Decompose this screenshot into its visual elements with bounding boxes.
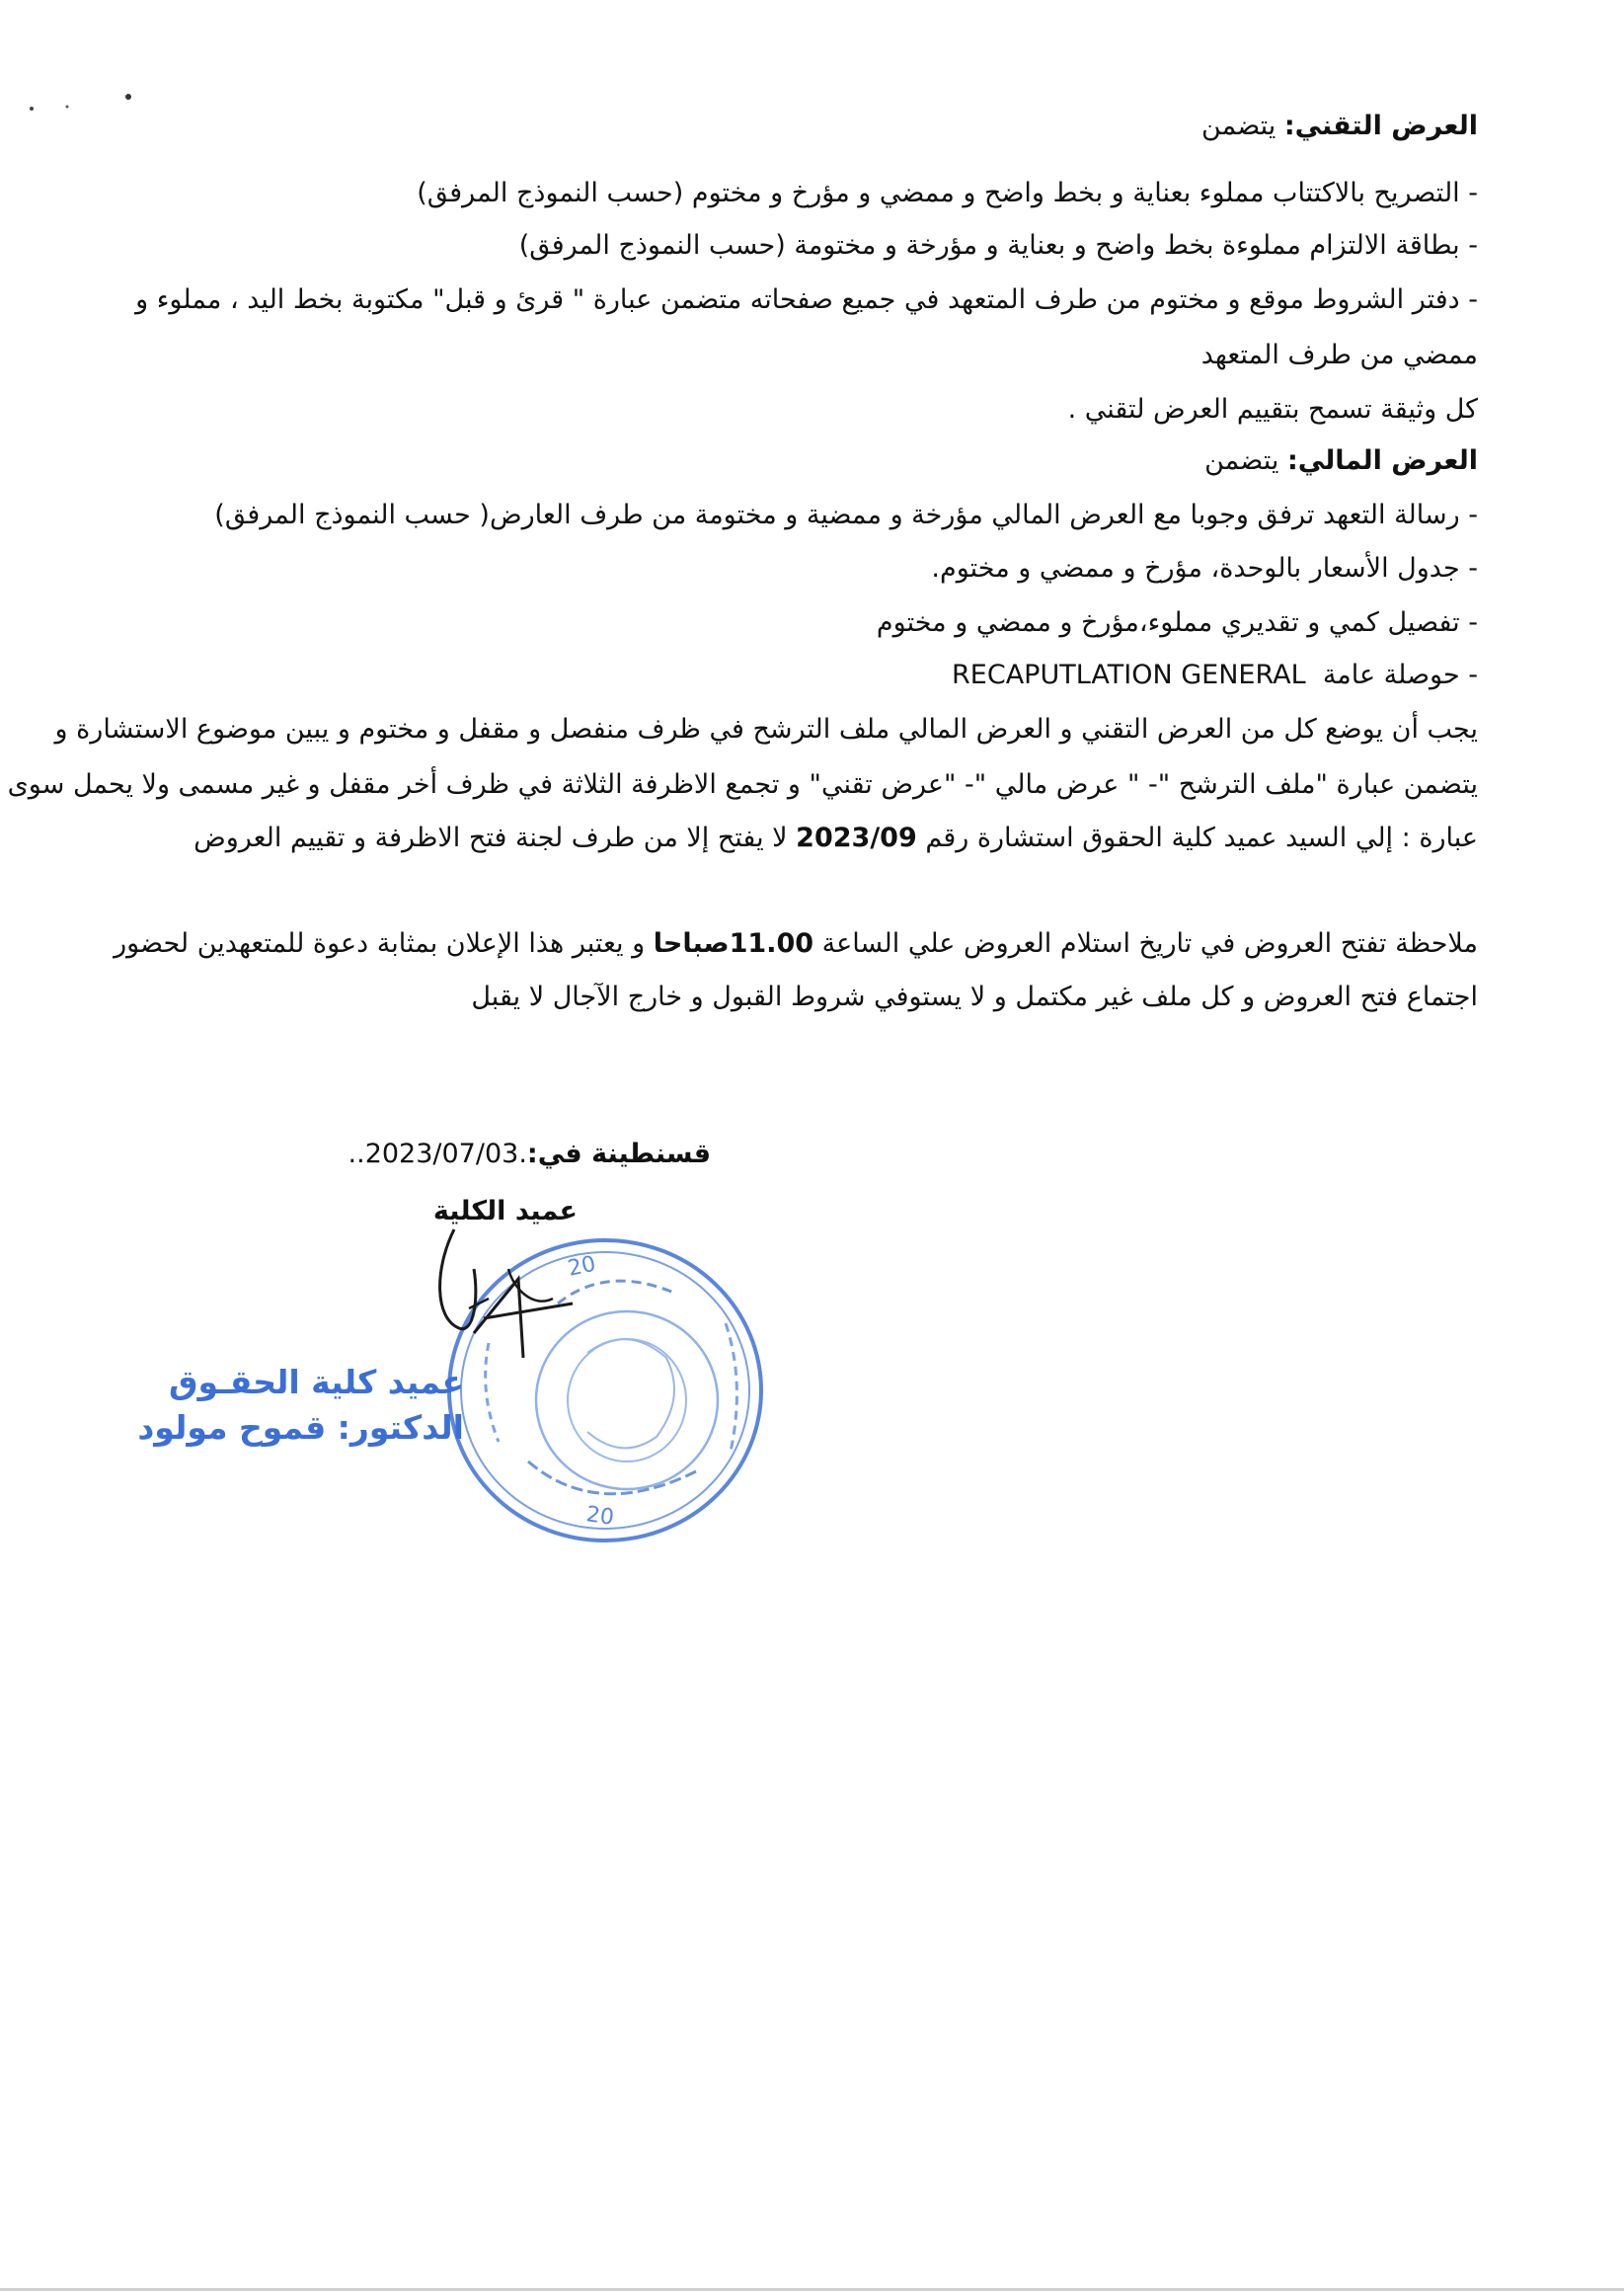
note-line-1 bbox=[76, 924, 1478, 964]
note-invitation: و يعتبر هذا الإعلان بمثابة دعوة للمتعهدين لحضور bbox=[114, 928, 654, 959]
fin-item-price-table: - جدول الأسعار بالوحدة، مؤرخ و ممضي و مختوم. bbox=[931, 553, 1478, 584]
consultation-number: 2023/09 bbox=[796, 823, 917, 853]
envelope-line-1: يجب أن يوضع كل من العرض التقني و العرض المالي ملف الترشح في ظرف منفصل و مقفل و مختوم و يبين موضوع الاستشارة و bbox=[54, 714, 1478, 745]
stamp-number-top: 20 bbox=[566, 1251, 598, 1282]
fin-offer-heading bbox=[76, 441, 1478, 481]
envelope-opening-note: لا يفتح إلا من طرف لجنة فتح الاظرفة و تقييم العروض bbox=[193, 823, 797, 853]
fin-item-letter: - رسالة التعهد ترفق وجوبا مع العرض المالي مؤرخة و ممضية و مختومة من طرف العارض( حسب النموذج المرفق) bbox=[214, 500, 1478, 530]
note-line-2: اجتماع فتح العروض و كل ملف غير مكتمل و لا يستوفي شروط القبول و خارج الآجال لا يقبل bbox=[471, 982, 1478, 1012]
fin-item-recap bbox=[76, 656, 1478, 695]
envelope-line-2: يتضمن عبارة "ملف الترشح "- " عرض مالي "- "عرض تقني" و تجمع الاظرفة الثلاثة في ظرف أخر مقفل و غير مسمى ولا يحمل سوى bbox=[7, 769, 1478, 800]
recap-latin: RECAPUTLATION GENERAL bbox=[952, 660, 1306, 690]
place-label: قسنطينة في: bbox=[526, 1139, 711, 1169]
tech-item-specifications: - دفتر الشروط موقع و مختوم من طرف المتعهد في جميع صفحاته متضمن عبارة " قرئ و قبل" مكتوبة بخط اليد ، مملوء و bbox=[135, 284, 1478, 315]
dean-stamp-line-1: عميد كلية الحقـوق bbox=[168, 1363, 464, 1401]
fin-item-quantity-estimate: - تفصيل كمي و تقديري مملوء،مؤرخ و ممضي و مختوم bbox=[876, 607, 1478, 638]
fin-offer-includes: يتضمن bbox=[1204, 445, 1287, 476]
tech-offer-includes: يتضمن bbox=[1201, 111, 1284, 141]
dean-stamp-line-2: الدكتور: قموح مولود bbox=[137, 1408, 464, 1447]
stamp-number-bottom: 20 bbox=[584, 1502, 616, 1531]
tech-item-commitment-card: - بطاقة الالتزام مملوءة بخط واضح و بعناية و مؤرخة و مختومة (حسب النموذج المرفق) bbox=[518, 230, 1478, 261]
tech-offer-heading bbox=[76, 107, 1478, 146]
note-opening: ملاحظة تفتح العروض في تاريخ استلام العروض علي الساعة bbox=[813, 928, 1478, 959]
note-time: 11.00صباحا bbox=[653, 928, 814, 959]
tech-item-evaluation-doc: كل وثيقة تسمح بتقييم العرض لتقني . bbox=[1067, 394, 1478, 425]
envelope-addressee: عبارة : إلي السيد عميد كلية الحقوق استشارة رقم bbox=[916, 823, 1478, 853]
place-date bbox=[217, 1135, 711, 1174]
fin-offer-label: العرض المالي: bbox=[1286, 445, 1478, 476]
handwritten-signature-icon bbox=[415, 1210, 592, 1378]
envelope-line-3 bbox=[76, 819, 1478, 858]
tech-item-specifications-cont: ممضي من طرف المتعهد bbox=[1200, 340, 1478, 370]
tech-item-declaration: - التصريح بالاكتتاب مملوء بعناية و بخط واضح و ممضي و مؤرخ و مختوم (حسب النموذج المرفق) bbox=[417, 178, 1478, 208]
issue-date: ..2023/07/03. bbox=[348, 1139, 527, 1169]
tech-offer-label: العرض التقني: bbox=[1283, 111, 1478, 141]
recap-prefix: - حوصلة عامة bbox=[1322, 660, 1478, 690]
signer-title: عميد الكلية bbox=[432, 1196, 578, 1226]
